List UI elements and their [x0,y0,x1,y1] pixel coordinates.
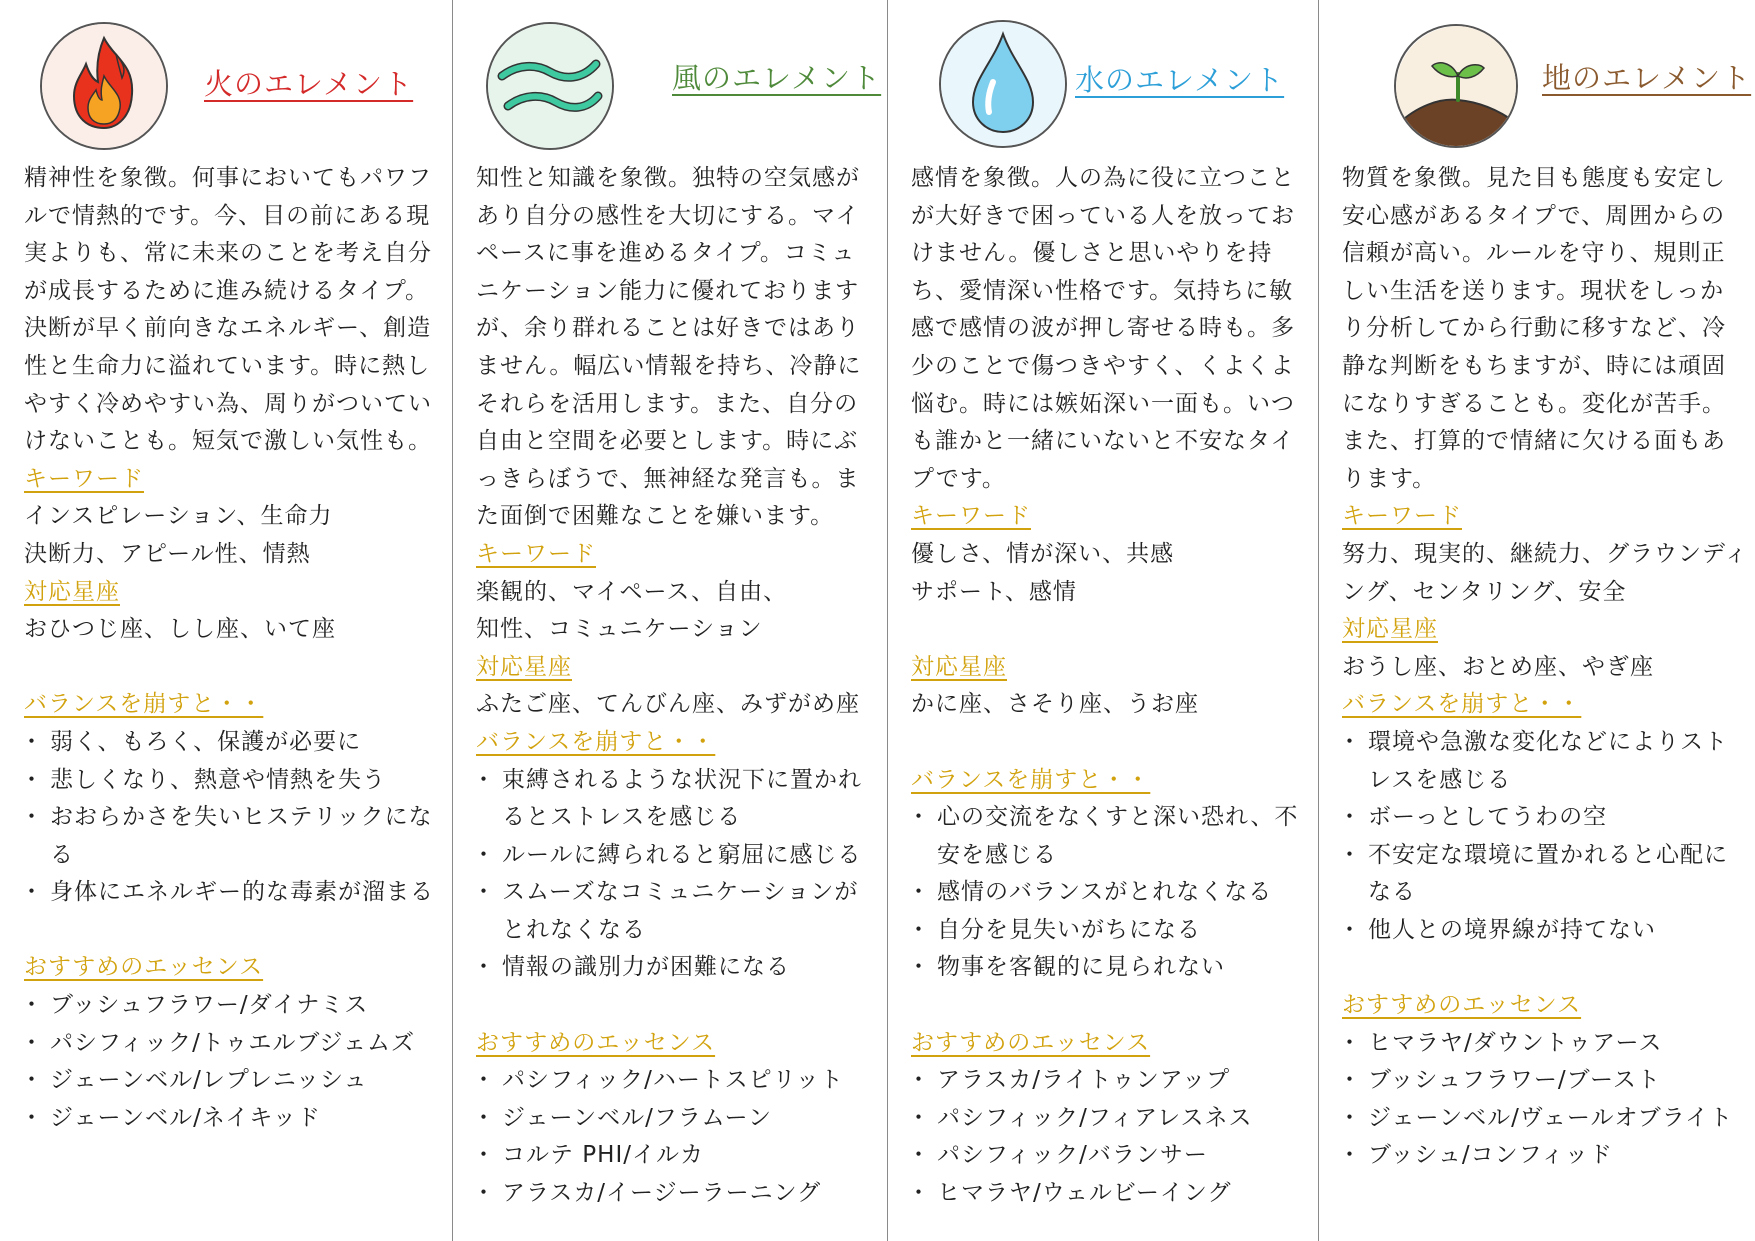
list-item: ・ おおらかさを失いヒステリックになる [24,799,434,874]
fire-keyword-line: インスピレーション、生命力 [24,503,333,530]
wind-essence-label: おすすめのエッセンス [476,1029,716,1056]
water-imbalance-label: バランスを崩すと・・ [911,766,1151,793]
wind-keyword-line: 知性、コミュニケーション [476,616,763,643]
list-item: ・ 感情のバランスがとれなくなる [911,874,1300,912]
earth-signs-label: 対応星座 [1342,616,1438,643]
fire-keyword-label: キーワード [24,465,144,492]
water-essence-label: おすすめのエッセンス [911,1029,1151,1056]
earth-keyword-label: キーワード [1342,503,1462,530]
water-description: 感情を象徴。人の為に役に立つことが大好きで困っている人を放っておけません。優しさと思いやりを持ち、愛情深い性格です。気持ちに敏感で感情の波が押し寄せる時も。多少のことで傷つきやすく、くよくよ悩む。時には嫉妬深い一面も。いつも誰かと一緒にいないと不安なタイプです。 [911,165,1295,492]
fire-signs: おひつじ座、しし座、いて座 [24,616,336,643]
list-item: ・ 悲しくなり、熱意や情熱を失う [24,762,434,800]
fire-essence-list [24,987,434,1137]
list-item: ・ 物事を客観的に見られない [911,949,1300,987]
list-item: ・ パシフィック/フィアレスネス [911,1100,1300,1138]
list-item: ・ ジェーンベル/レプレニッシュ [24,1062,434,1100]
list-item: ・ 不安定な環境に置かれると心配になる [1342,837,1737,912]
earth-imbalance-list [1342,724,1737,950]
fire-description: 精神性を象徴。何事においてもパワフルで情熱的です。今、目の前にある現実よりも、常に未来のことを考え自分が成長するために進み続けるタイプ。決断が早く前向きなエネルギー、創造性と生命力に溢れています。時に熱しやすく冷めやすい為、周りがついていけないことも。短気で激しい気性も。 [24,165,432,455]
water-essence-list [911,1062,1300,1212]
wind-imbalance-label: バランスを崩すと・・ [476,728,716,755]
water-imbalance-list [911,799,1300,987]
list-item: ・ スムーズなコミュニケーションがとれなくなる [476,874,869,949]
list-item: ・ ジェーンベル/ネイキッド [24,1100,434,1138]
fire-imbalance-label: バランスを崩すと・・ [24,691,264,718]
earth-element-column [1318,0,1755,1241]
earth-imbalance-label: バランスを崩すと・・ [1342,691,1582,718]
list-item: ・ 弱く、もろく、保護が必要に [24,724,434,762]
list-item: ・ 情報の識別力が困難になる [476,949,869,987]
wind-essence-list [476,1062,869,1212]
earth-keyword-line: ング、センタリング、安全 [1342,578,1627,605]
list-item: ・ 他人との境界線が持てない [1342,912,1737,950]
list-item: ・ 自分を見失いがちになる [911,912,1300,950]
list-item: ・ 環境や急激な変化などによりストレスを感じる [1342,724,1737,799]
list-item: ・ パシフィック/バランサー [911,1137,1300,1175]
wind-icon [486,22,614,150]
list-item: ・ アラスカ/イージーラーニング [476,1175,869,1213]
wind-description: 知性と知識を象徴。独特の空気感があり自分の感性を大切にする。マイペースに事を進めるタイプ。コミュニケーション能力に優れておりますが、余り群れることは好きではありません。幅広い情報を持ち、冷静にそれらを活用します。また、自分の自由と空間を必要とします。時にぶっきらぼうで、無神経な発言も。また面倒で困難なことを嫌います。 [476,165,862,530]
water-drop-icon [939,20,1067,148]
list-item: ・ ブッシュ/コンフィッド [1342,1137,1737,1175]
wind-title: 風のエレメント [672,61,882,95]
list-item: ・ アラスカ/ライトゥンアップ [911,1062,1300,1100]
wind-signs-label: 対応星座 [476,653,572,680]
water-signs: かに座、さそり座、うお座 [911,691,1199,718]
list-item: ・ ルールに縛られると窮屈に感じる [476,837,869,875]
fire-element-column [0,0,452,1241]
list-item: ・ コルテ PHI/イルカ [476,1137,869,1175]
list-item: ・ ジェーンベル/フラムーン [476,1100,869,1138]
earth-signs: おうし座、おとめ座、やぎ座 [1342,653,1654,680]
sprout-icon [1394,24,1518,148]
earth-description: 物質を象徴。見た目も態度も安定し安心感があるタイプで、周囲からの信頼が高い。ルールを守り、規則正しい生活を送ります。現状をしっかり分析してから行動に移すなど、冷静な判断をもちますが、時には頑固になりすぎることも。変化が苦手。また、打算的で情緒に欠ける面もあります。 [1342,165,1726,492]
fire-title: 火のエレメント [204,67,414,101]
fire-imbalance-list [24,724,434,912]
water-title: 水のエレメント [1075,63,1285,97]
fire-essence-label: おすすめのエッセンス [24,954,264,981]
list-item: ・ ボーっとしてうわの空 [1342,799,1737,837]
water-keyword-line: 優しさ、情が深い、共感 [911,540,1175,567]
list-item: ・ ブッシュフラワー/ブースト [1342,1062,1737,1100]
fire-signs-label: 対応星座 [24,578,120,605]
list-item: ・ 身体にエネルギー的な毒素が溜まる [24,874,434,912]
earth-title: 地のエレメント [1542,61,1752,95]
wind-element-column [452,0,887,1241]
wind-header [476,0,882,160]
fire-icon [40,22,168,150]
water-keyword-label: キーワード [911,503,1031,530]
list-item: ・ ヒマラヤ/ダウントゥアース [1342,1025,1737,1063]
wind-keyword-line: 楽観的、マイペース、自由、 [476,578,788,605]
water-element-column [887,0,1318,1241]
list-item: ・ 束縛されるような状況下に置かれるとストレスを感じる [476,762,869,837]
earth-keyword-line: 努力、現実的、継続力、グラウンディ [1342,540,1749,567]
earth-essence-list [1342,1025,1737,1175]
list-item: ・ ヒマラヤ/ウェルビーイング [911,1175,1300,1213]
water-keyword-line: サポート、感情 [911,578,1077,605]
water-header [911,0,1300,160]
list-item: ・ ブッシュフラワー/ダイナミス [24,987,434,1025]
wind-keyword-label: キーワード [476,540,596,567]
list-item: ・ ジェーンベル/ヴェールオブライト [1342,1100,1737,1138]
list-item: ・ パシフィック/ハートスピリット [476,1062,869,1100]
fire-keyword-line: 決断力、アピール性、情熱 [24,540,311,567]
earth-header [1342,0,1752,160]
earth-essence-label: おすすめのエッセンス [1342,992,1582,1019]
fire-header [24,0,434,160]
wind-imbalance-list [476,762,869,988]
water-signs-label: 対応星座 [911,653,1007,680]
list-item: ・ 心の交流をなくすと深い恐れ、不安を感じる [911,799,1300,874]
list-item: ・ パシフィック/トゥエルブジェムズ [24,1025,434,1063]
wind-signs: ふたご座、てんびん座、みずがめ座 [476,691,860,718]
